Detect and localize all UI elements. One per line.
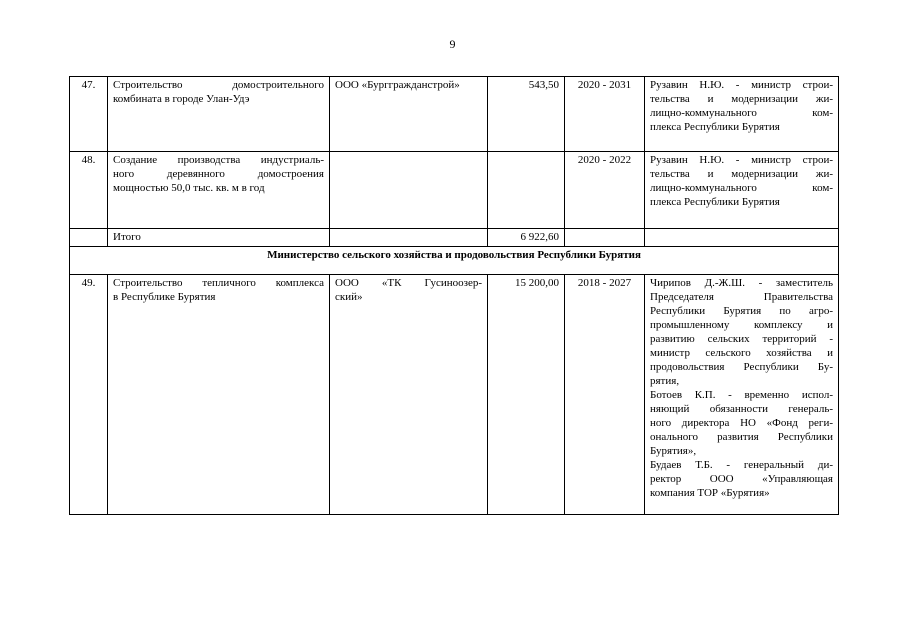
implementation-period: 2020 - 2031 — [565, 77, 645, 152]
text-line: плекса Республики Бурятия — [650, 196, 780, 208]
text-line: рятия, — [650, 375, 680, 387]
responsible-person — [645, 152, 839, 229]
text-line: няющий обязанности генераль- — [650, 403, 833, 415]
implementation-period: 2020 - 2022 — [565, 152, 645, 229]
text-line: Строительство тепличного комплекса — [113, 277, 324, 289]
text-line: развитию сельских территорий - — [650, 333, 833, 345]
text-line: министр сельского хозяйства и — [650, 347, 833, 359]
organization — [330, 77, 488, 152]
table-row — [70, 275, 839, 515]
text-line: тельства и модернизации жи- — [650, 93, 833, 105]
row-number: 49. — [70, 275, 108, 515]
table-row — [70, 77, 839, 152]
text-line: мощностью 50,0 тыс. кв. м в год — [113, 182, 265, 194]
total-label: Итого — [108, 229, 330, 247]
section-title: Министерство сельского хозяйства и продовольствия Республики Бурятия — [70, 247, 839, 275]
page-number: 9 — [449, 37, 456, 51]
investment-sum: 543,50 — [488, 77, 565, 152]
text-line: комбината в городе Улан-Удэ — [113, 93, 250, 105]
investment-projects-table — [69, 76, 839, 515]
text-line: Ботоев К.П. - временно испол- — [650, 389, 833, 401]
text-line: в Республике Бурятия — [113, 291, 216, 303]
text-line: Рузавин Н.Ю. - министр строи- — [650, 79, 833, 91]
text-line: ректор ООО «Управляющая — [650, 473, 833, 485]
text-line: Чирипов Д.-Ж.Ш. - заместитель — [650, 277, 833, 289]
text-line: лищно-коммунального ком- — [650, 107, 833, 119]
text-line: Председателя Правительства — [650, 291, 833, 303]
text-line: Будаев Т.Б. - генеральный ди- — [650, 459, 833, 471]
text-line: промышленному комплексу и — [650, 319, 833, 331]
text-line: Республики Бурятия по агро- — [650, 305, 833, 317]
text-line: Создание производства индустриаль- — [113, 154, 324, 166]
text-line: лищно-коммунального ком- — [650, 182, 833, 194]
responsible-person — [645, 275, 839, 515]
investment-sum — [488, 152, 565, 229]
row-number: 48. — [70, 152, 108, 229]
total-sum: 6 922,60 — [488, 229, 565, 247]
total-row — [70, 229, 839, 247]
project-name — [108, 77, 330, 152]
text-line: тельства и модернизации жи- — [650, 168, 833, 180]
total-responsible-cell — [645, 229, 839, 247]
text-line: ООО «ТК Гусиноозер- — [335, 277, 482, 289]
responsible-person — [645, 77, 839, 152]
text-line: Рузавин Н.Ю. - министр строи- — [650, 154, 833, 166]
organization — [330, 152, 488, 229]
text-line: ский» — [335, 291, 363, 303]
text-line: онального развития Республики — [650, 431, 833, 443]
total-period-cell — [565, 229, 645, 247]
project-name — [108, 275, 330, 515]
project-name — [108, 152, 330, 229]
text-line: продовольствия Республики Бу- — [650, 361, 833, 373]
text-line: компания ТОР «Бурятия» — [650, 487, 770, 499]
organization — [330, 275, 488, 515]
text-line: плекса Республики Бурятия — [650, 121, 780, 133]
section-row — [70, 247, 839, 275]
row-number: 47. — [70, 77, 108, 152]
text-line: ООО «Бурггражданстрой» — [335, 79, 460, 91]
total-organization-cell — [330, 229, 488, 247]
text-line: Строительство домостроительного — [113, 79, 324, 91]
implementation-period: 2018 - 2027 — [565, 275, 645, 515]
text-line: ного директора НО «Фонд реги- — [650, 417, 833, 429]
table-row — [70, 152, 839, 229]
text-line: Бурятия», — [650, 445, 697, 457]
investment-sum: 15 200,00 — [488, 275, 565, 515]
total-number-cell — [70, 229, 108, 247]
text-line: ного деревянного домостроения — [113, 168, 324, 180]
